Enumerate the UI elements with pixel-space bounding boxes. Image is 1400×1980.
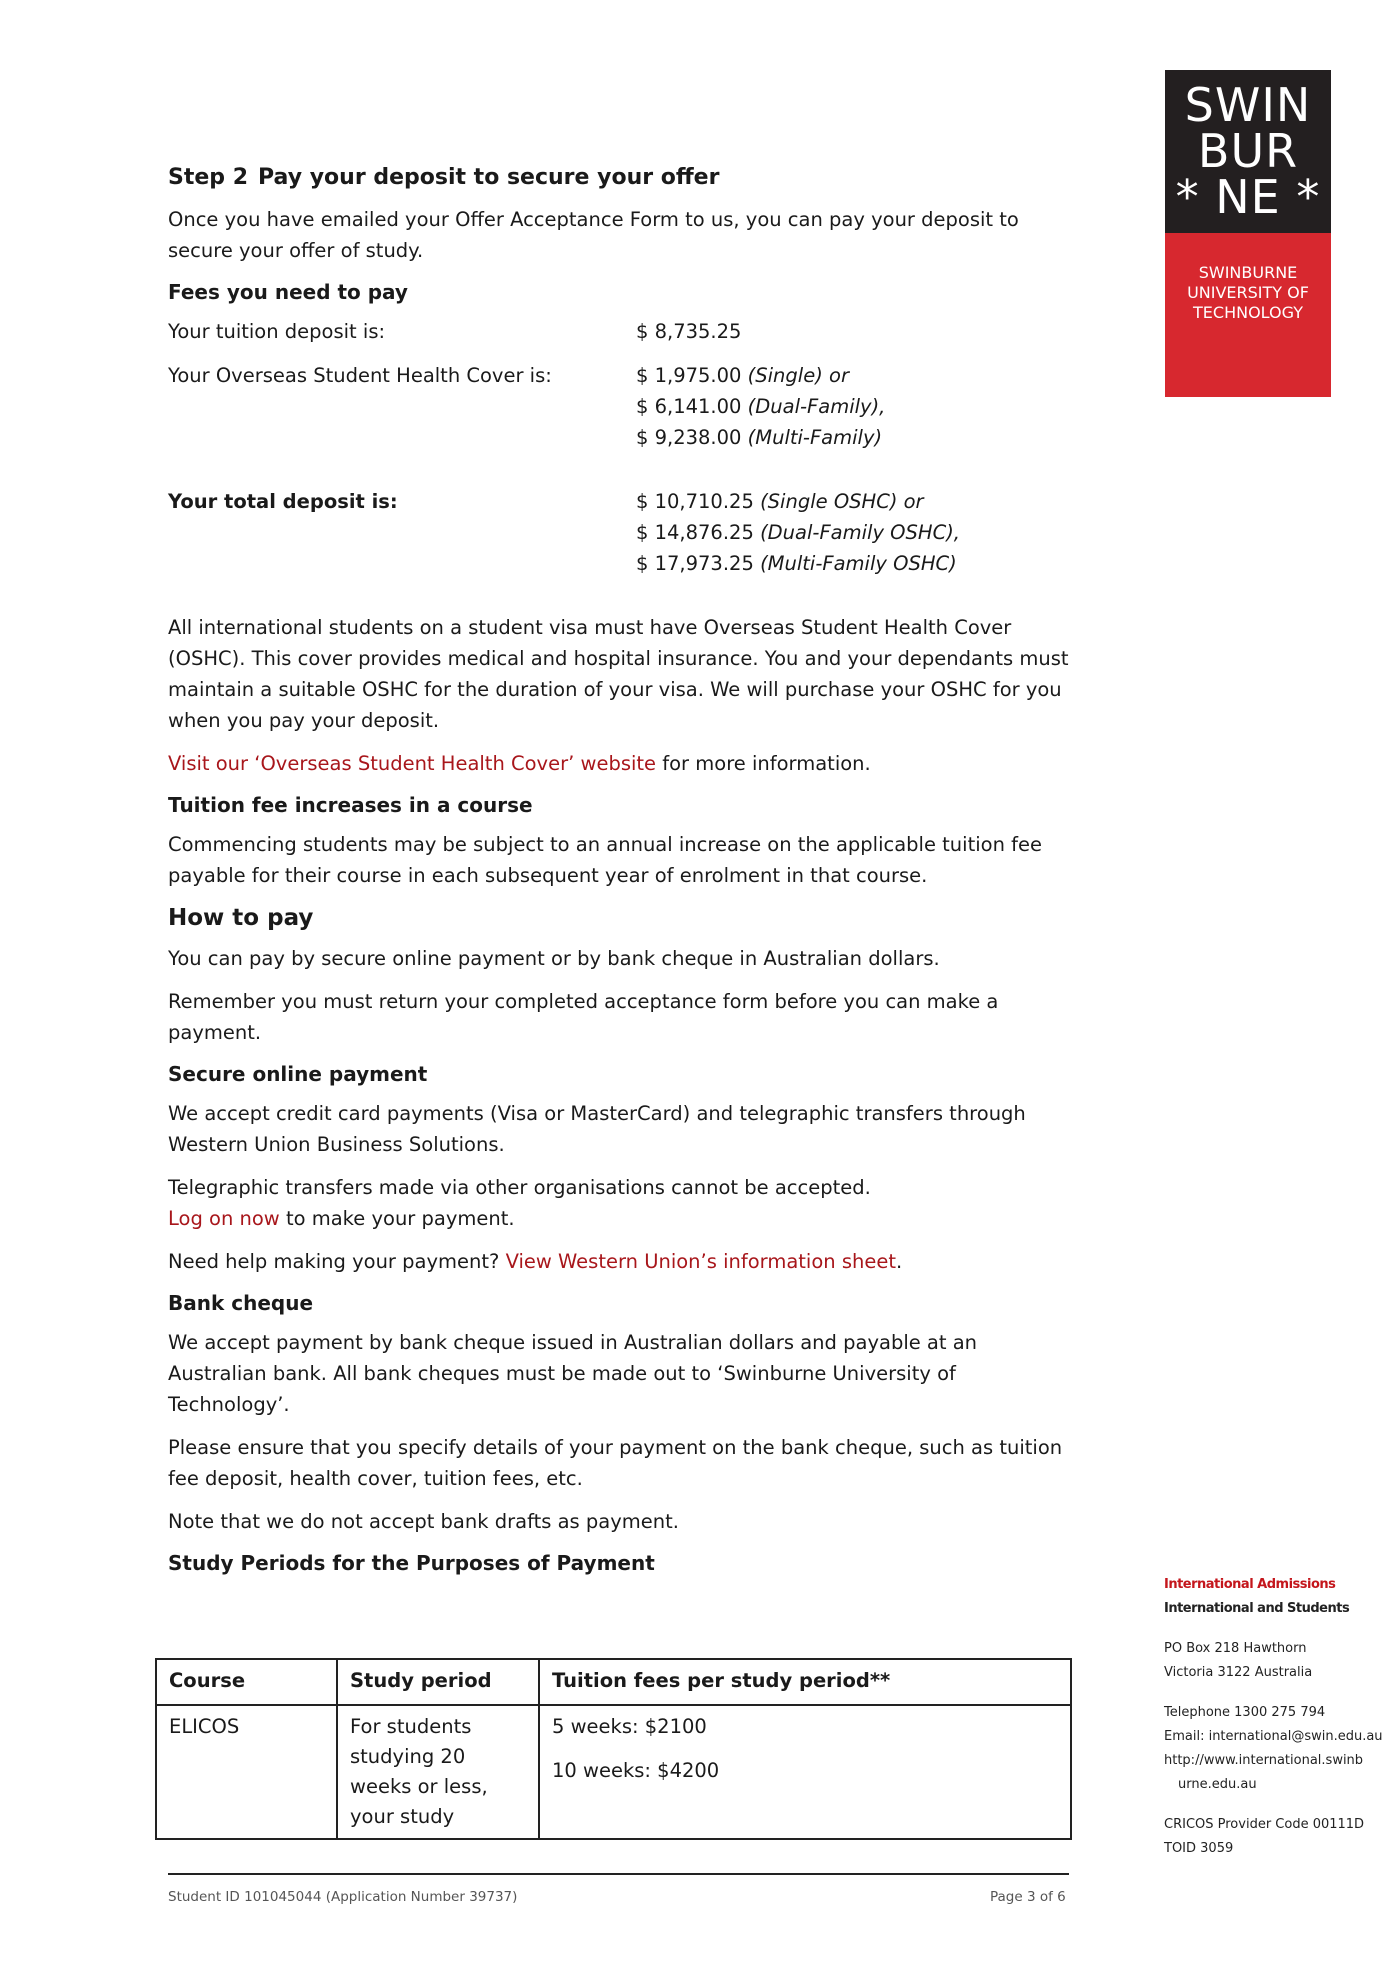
oshc-paragraph: All international students on a student visa must have Overseas Student Health Cover (OSHC). This cover provides medical and hospital insurance. You and your dependants must maintain a suitable OSHC for the duration of your visa. We will purchase your OSHC for you when you pay your deposit. xyxy=(168,616,1069,732)
footer-divider xyxy=(168,1873,1069,1875)
column-header: Tuition fees per study period** xyxy=(539,1659,1071,1705)
sidebar-phone: Telephone 1300 275 794 xyxy=(1164,1705,1326,1720)
tuition-fees-cell xyxy=(539,1705,1071,1839)
log-on-rest: to make your payment. xyxy=(279,1207,515,1230)
tuition-deposit-value: $ 8,735.25 xyxy=(636,320,742,343)
course-cell: ELICOS xyxy=(156,1705,337,1839)
online-payment-heading: Secure online payment xyxy=(168,1062,428,1086)
oshc-value: $ 9,238.00 (Multi-Family) xyxy=(636,426,883,449)
fee-line: 10 weeks: $4200 xyxy=(552,1759,720,1782)
bank-cheque-text-2: Please ensure that you specify details of your payment on the bank cheque, such as tuition fee deposit, health cover, tuition fees, etc. xyxy=(168,1436,1063,1490)
sidebar-address: Victoria 3122 Australia xyxy=(1164,1665,1313,1680)
study-period-cell: For students studying 20 weeks or less, your study xyxy=(337,1705,539,1839)
step-intro: Once you have emailed your Offer Acceptance Form to us, you can pay your deposit to secure your offer of study. xyxy=(168,208,1019,262)
bank-cheque-text-1: We accept payment by bank cheque issued in Australian dollars and payable at an Australian bank. All bank cheques must be made out to ‘Swinburne University of Technology’. xyxy=(168,1331,978,1416)
step-heading xyxy=(168,165,1070,190)
help-end: . xyxy=(896,1250,903,1273)
logo-caption xyxy=(1165,233,1331,397)
online-payment-text-1: We accept credit card payments (Visa or MasterCard) and telegraphic transfers through Western Union Business Solutions. xyxy=(168,1102,1026,1156)
oshc-value: $ 6,141.00 (Dual-Family), xyxy=(636,395,886,418)
how-to-pay-heading: How to pay xyxy=(168,905,314,931)
oshc-label: Your Overseas Student Health Cover is: xyxy=(168,364,552,387)
tuition-deposit-label: Your tuition deposit is: xyxy=(168,320,386,343)
contact-sidebar xyxy=(1164,1573,1394,1861)
study-periods-table xyxy=(155,1658,1072,1840)
help-text: Need help making your payment? xyxy=(168,1250,506,1273)
how-to-pay-text-2: Remember you must return your completed acceptance form before you can make a payment. xyxy=(168,990,999,1044)
sidebar-website[interactable]: http://www.international.swinb xyxy=(1164,1753,1364,1768)
sidebar-cricos: CRICOS Provider Code 00111D xyxy=(1164,1817,1365,1832)
total-deposit-value: $ 14,876.25 (Dual-Family OSHC), xyxy=(636,521,960,544)
oshc-info-rest: for more information. xyxy=(656,752,871,775)
main-content xyxy=(168,165,1070,1587)
sidebar-department: International Admissions xyxy=(1164,1577,1336,1592)
column-header: Course xyxy=(156,1659,337,1705)
logo-line-1: SWIN xyxy=(1184,78,1312,132)
total-deposit-value: $ 10,710.25 (Single OSHC) or xyxy=(636,490,924,513)
logo-wordmark xyxy=(1165,70,1331,233)
column-header: Study period xyxy=(337,1659,539,1705)
increases-text: Commencing students may be subject to an annual increase on the applicable tuition fee payable for their course in each subsequent year of enrolment in that course. xyxy=(168,833,1042,887)
sidebar-subdepartment: International and Students xyxy=(1164,1601,1350,1616)
total-deposit-value: $ 17,973.25 (Multi-Family OSHC) xyxy=(636,552,957,575)
logo-line-2: BUR xyxy=(1197,124,1299,178)
study-periods-heading: Study Periods for the Purposes of Payment xyxy=(168,1551,655,1575)
sidebar-website-cont[interactable]: urne.edu.au xyxy=(1178,1777,1257,1792)
footer-student-id: Student ID 101045044 (Application Number 39737) xyxy=(168,1889,518,1905)
logo-caption-line: UNIVERSITY OF xyxy=(1187,283,1309,302)
logo-line-3: * NE * xyxy=(1175,170,1321,224)
total-deposit-label: Your total deposit is: xyxy=(168,490,398,513)
oshc-value: $ 1,975.00 (Single) or xyxy=(636,364,849,387)
total-deposit-row xyxy=(168,486,1070,579)
logo-caption-line: TECHNOLOGY xyxy=(1193,303,1303,322)
bank-cheque-text-3: Note that we do not accept bank drafts as payment. xyxy=(168,1510,679,1533)
how-to-pay-text-1: You can pay by secure online payment or by bank cheque in Australian dollars. xyxy=(168,947,940,970)
fee-line: 5 weeks: $2100 xyxy=(552,1715,707,1738)
western-union-info-link[interactable]: View Western Union’s information sheet xyxy=(505,1250,897,1273)
sidebar-toid: TOID 3059 xyxy=(1164,1841,1234,1856)
fees-heading: Fees you need to pay xyxy=(168,280,408,304)
table-header-row xyxy=(156,1659,1071,1705)
step-title: Pay your deposit to secure your offer xyxy=(258,165,720,190)
oshc-website-link[interactable]: Visit our ‘Overseas Student Health Cover’ website xyxy=(168,752,657,775)
sidebar-email[interactable]: Email: international@swin.edu.au xyxy=(1164,1729,1383,1744)
online-payment-text-2: Telegraphic transfers made via other organisations cannot be accepted. Log on now to make your payment. xyxy=(168,1176,871,1230)
online-payment-help xyxy=(168,1246,1070,1277)
step-number: Step 2 xyxy=(168,165,248,190)
sidebar-address: PO Box 218 Hawthorn xyxy=(1164,1641,1307,1656)
increases-heading: Tuition fee increases in a course xyxy=(168,793,533,817)
bank-cheque-heading: Bank cheque xyxy=(168,1291,314,1315)
swinburne-logo xyxy=(1165,70,1331,397)
log-on-now-link[interactable]: Log on now xyxy=(168,1207,280,1230)
footer-page-number: Page 3 of 6 xyxy=(990,1889,1066,1905)
logo-caption-line: SWINBURNE xyxy=(1198,263,1298,282)
oshc-row xyxy=(168,360,1070,453)
oshc-info-line xyxy=(168,748,1070,779)
table-row xyxy=(156,1705,1071,1839)
tuition-deposit-row xyxy=(168,316,1070,347)
